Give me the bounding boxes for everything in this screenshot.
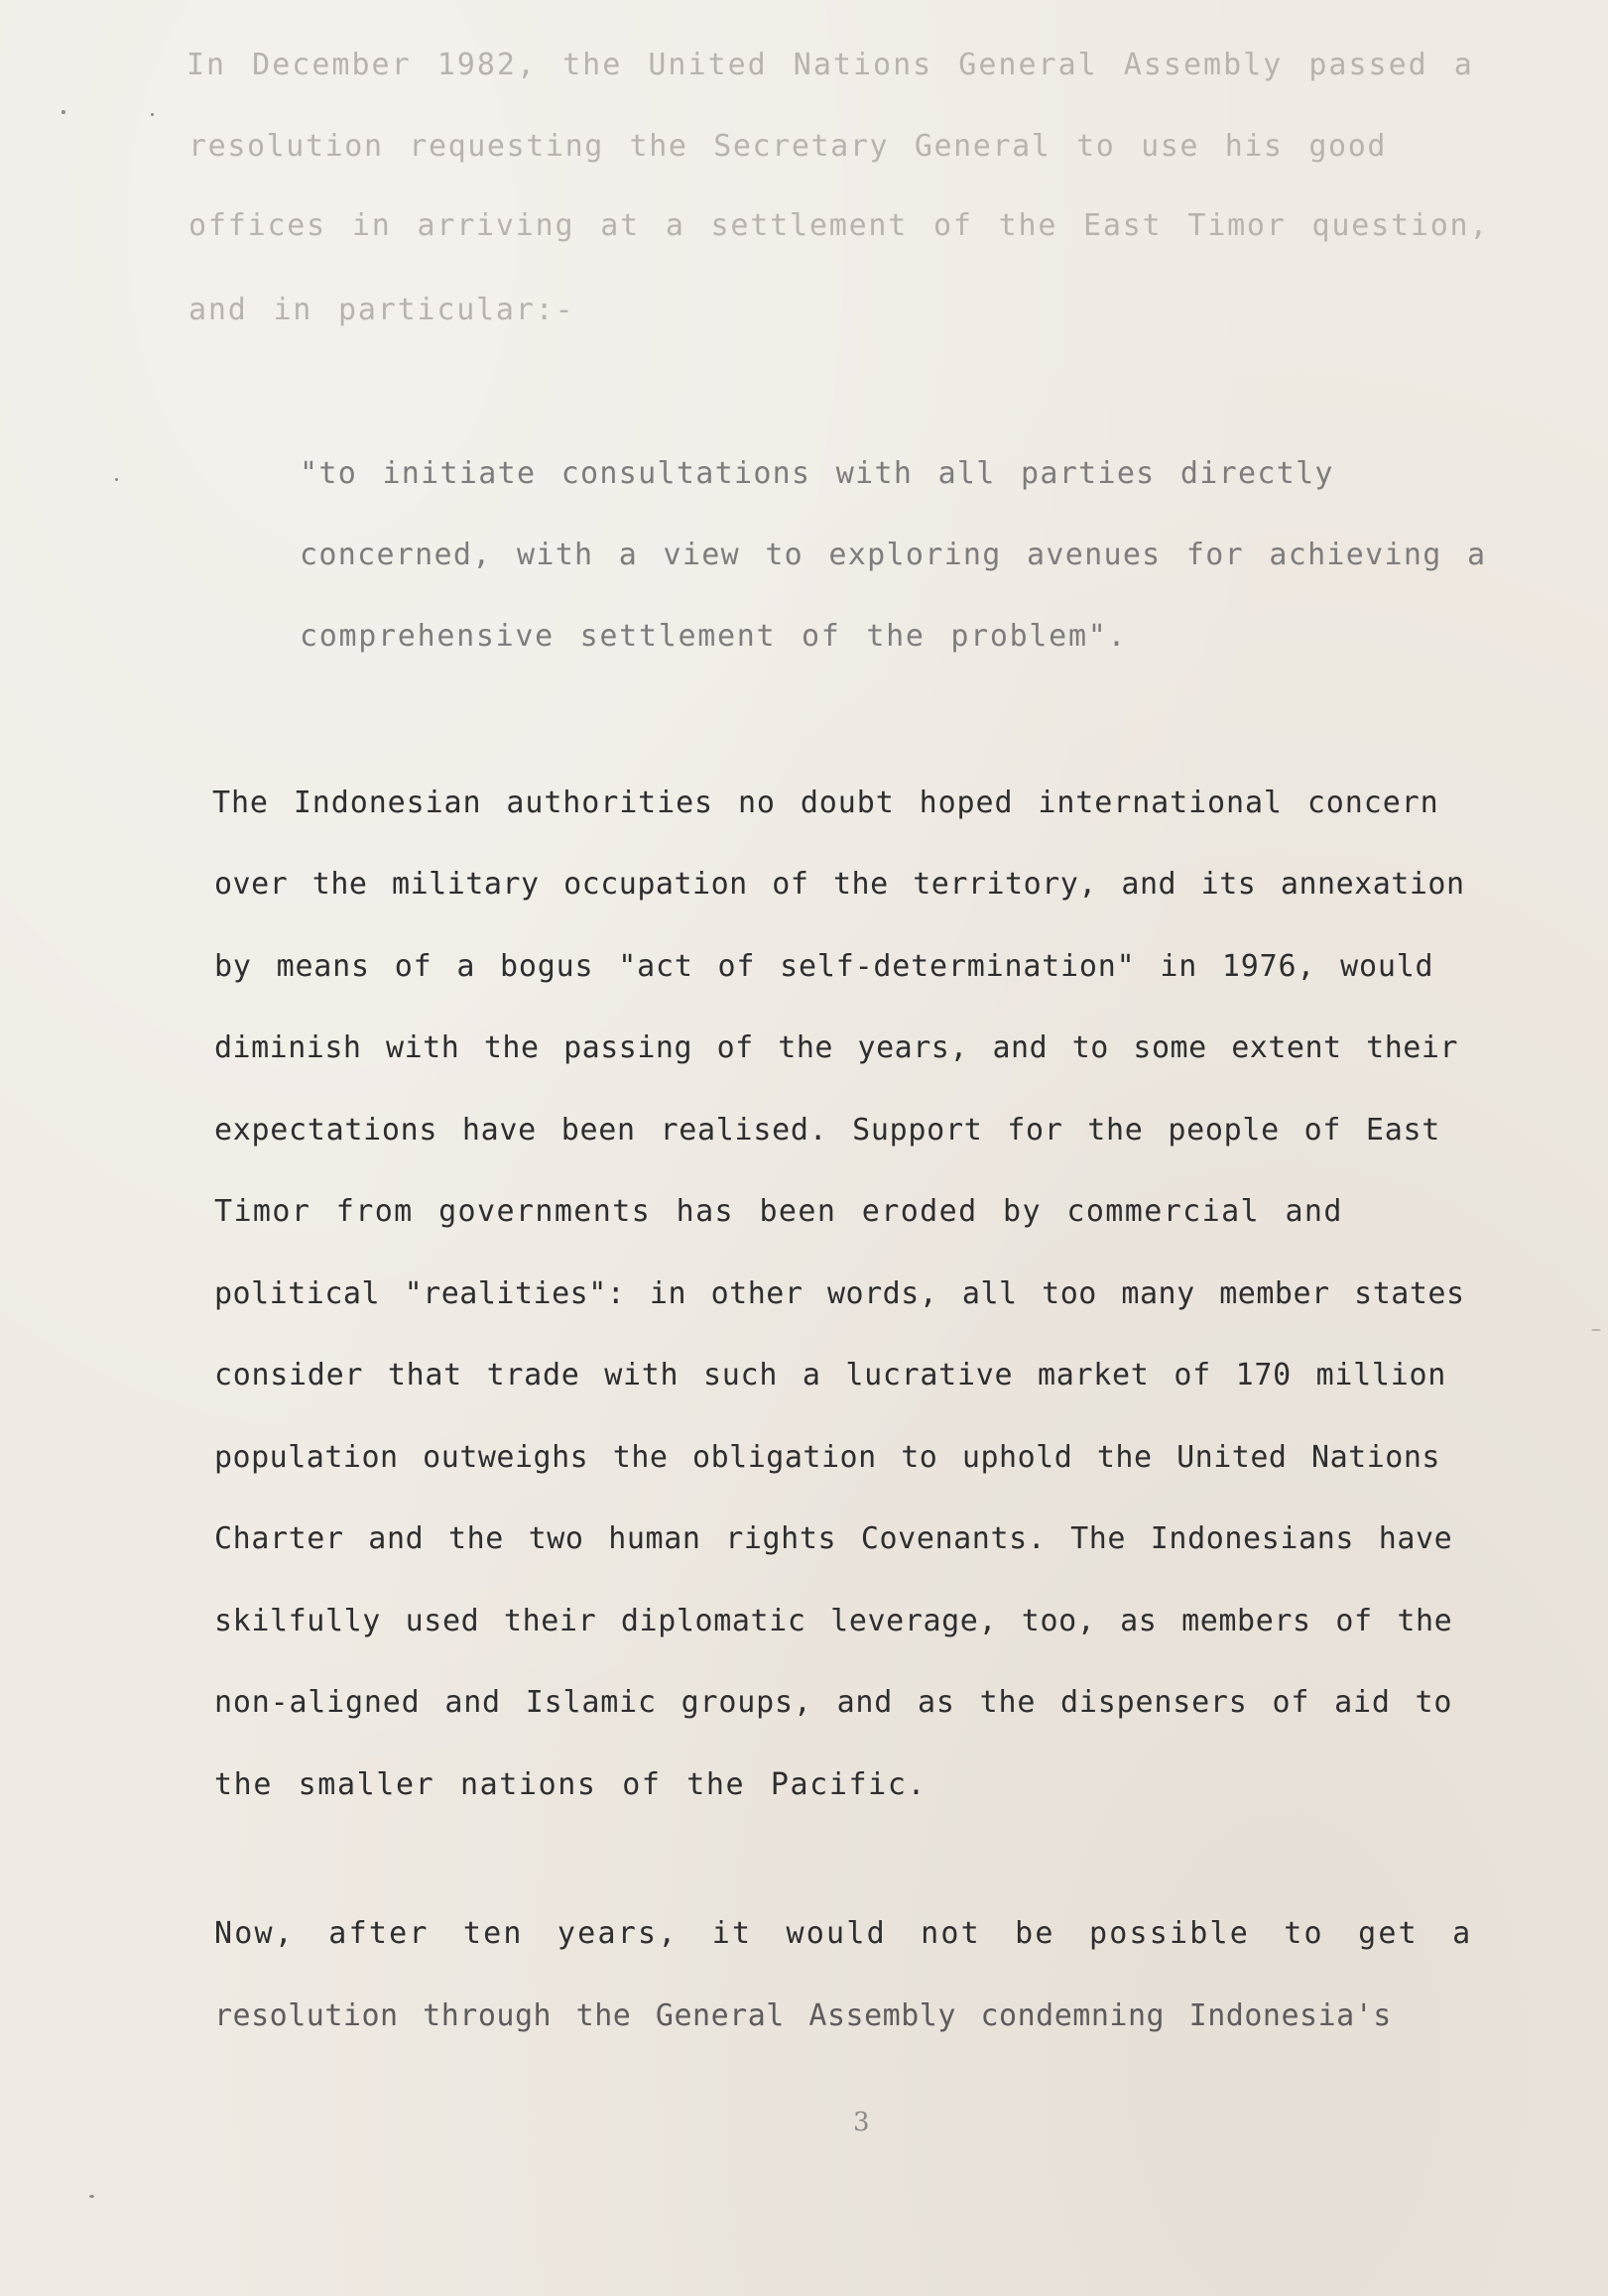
intro-line-2: resolution requesting the Secretary General to use his good [188, 129, 1388, 164]
body-line-9: population outweighs the obligation to uphold the United Nations [214, 1440, 1440, 1475]
body-line-7: political "realities": in other words, all too many member states [214, 1276, 1465, 1311]
body-line-3: by means of a bogus "act of self-determination" in 1976, would [214, 949, 1434, 984]
body-line-5: expectations have been realised. Support for the people of East [214, 1113, 1440, 1148]
quotation-line-3: comprehensive settlement of the problem". [300, 619, 1128, 654]
intro-line-1: In December 1982, the United Nations General Assembly passed a [186, 48, 1474, 82]
body-line-6: Timor from governments has been eroded by commercial and [214, 1194, 1343, 1229]
paper-speck [151, 113, 154, 116]
quotation-line-2: concerned, with a view to exploring avenues for achieving a [300, 538, 1487, 572]
paper-speck [89, 2195, 94, 2198]
paper-speck [1591, 1329, 1601, 1331]
intro-line-4: and in particular:- [188, 293, 575, 327]
body-line-4: diminish with the passing of the years, and to some extent their [214, 1030, 1458, 1065]
body-line-1: The Indonesian authorities no doubt hoped international concern [212, 785, 1439, 820]
closing-line-1: Now, after ten years, it would not be possible to get a [214, 1916, 1473, 1951]
quotation-line-1: "to initiate consultations with all parties directly [300, 456, 1334, 491]
body-line-13: the smaller nations of the Pacific. [214, 1767, 928, 1802]
page-number: 3 [853, 2108, 870, 2137]
body-line-12: non-aligned and Islamic groups, and as the dispensers of aid to [214, 1685, 1453, 1720]
intro-line-3: offices in arriving at a settlement of the East Timor question, [188, 208, 1490, 243]
closing-line-2: resolution through the General Assembly condemning Indonesia's [214, 1998, 1392, 2033]
body-line-2: over the military occupation of the territory, and its annexation [214, 867, 1465, 902]
paper-speck [115, 478, 118, 481]
paper-speck [62, 110, 65, 114]
body-line-8: consider that trade with such a lucrative market of 170 million [214, 1358, 1446, 1392]
body-line-11: skilfully used their diplomatic leverage, too, as members of the [214, 1604, 1453, 1638]
body-line-10: Charter and the two human rights Covenants. The Indonesians have [214, 1521, 1453, 1556]
